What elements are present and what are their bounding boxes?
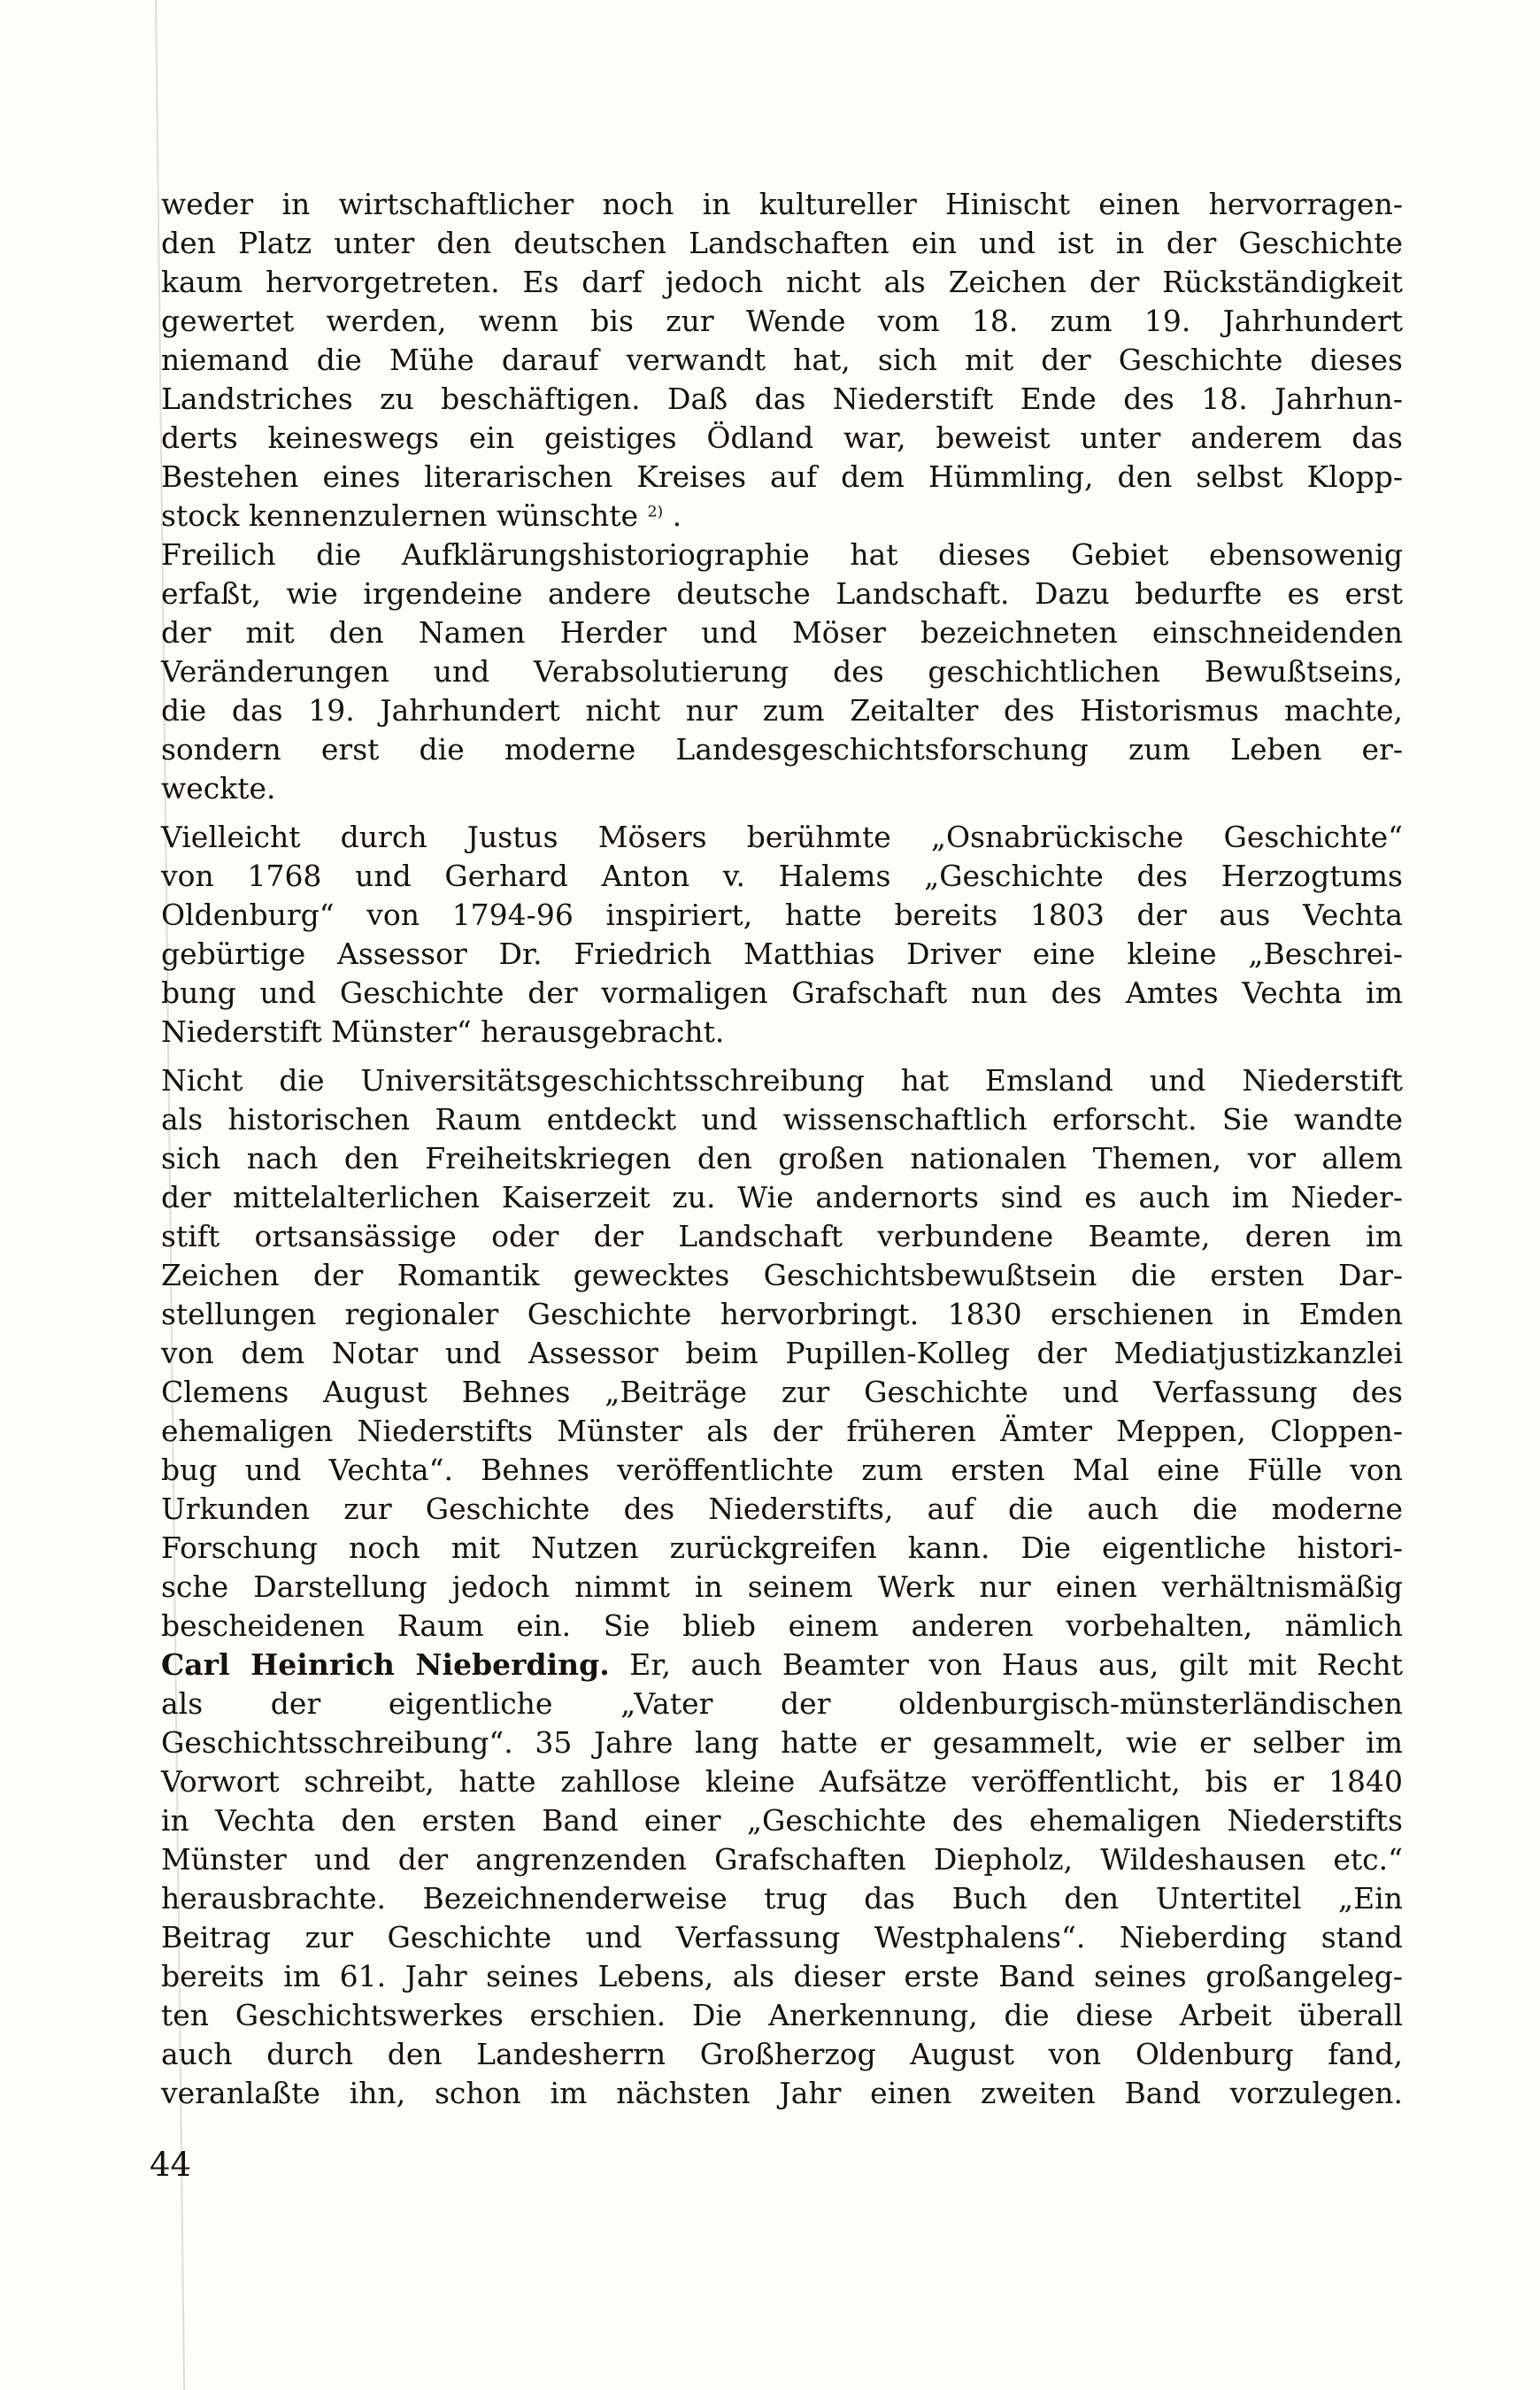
text-segment: stock kennenzulernen wünschte — [161, 498, 648, 533]
text-segment: Nicht die Universitätsgeschichtsschreibung hat Emsland und Niederstift — [161, 1063, 1403, 1098]
text-line — [161, 1568, 1403, 1607]
text-line — [161, 341, 1403, 380]
text-segment: stellungen regionaler Geschichte hervorbringt. 1830 erschienen in Emden — [161, 1297, 1403, 1331]
text-segment: kaum hervorgetreten. Es darf jedoch nicht als Zeichen der Rückständigkeit — [161, 265, 1403, 299]
text-line — [161, 1295, 1403, 1334]
text-line — [161, 419, 1403, 458]
text-segment: Er, auch Beamter von Haus aus, gilt mit Recht — [609, 1647, 1404, 1682]
text-segment: Urkunden zur Geschichte des Niederstifts, auf die auch die moderne — [161, 1492, 1403, 1526]
text-line — [161, 1957, 1403, 1996]
text-segment: Bestehen eines literarischen Kreises auf dem Hümmling, den selbst Klopp- — [161, 459, 1403, 494]
text-line — [161, 224, 1403, 263]
text-segment: ehemaligen Niederstifts Münster als der früheren Ämter Meppen, Cloppen- — [161, 1414, 1403, 1448]
text-segment: Clemens August Behnes „Beiträge zur Geschichte und Verfassung des — [161, 1375, 1403, 1409]
text-segment: veranlaßte ihn, schon im nächsten Jahr einen zweiten Band vorzulegen. — [161, 2076, 1403, 2110]
text-segment: weckte. — [161, 771, 276, 806]
text-line — [161, 536, 1403, 574]
text-segment: stift ortsansässige oder der Landschaft verbundene Beamte, deren im — [161, 1219, 1403, 1253]
text-segment: bung und Geschichte der vormaligen Grafschaft nun des Amtes Vechta im — [161, 975, 1403, 1010]
text-line — [161, 1178, 1403, 1217]
text-segment: weder in wirtschaftlicher noch in kultureller Hinischt einen hervorragen- — [161, 187, 1403, 221]
text-segment: Oldenburg“ von 1794-96 inspiriert, hatte bereits 1803 der aus Vechta — [161, 898, 1403, 932]
text-line — [161, 1451, 1403, 1490]
text-line — [161, 1412, 1403, 1451]
text-line — [161, 896, 1403, 935]
text-segment: den Platz unter den deutschen Landschaften ein und ist in der Geschichte — [161, 226, 1403, 260]
text-segment: Vielleicht durch Justus Mösers berühmte „Osnabrückische Geschichte“ — [161, 820, 1403, 854]
paragraph — [161, 185, 1403, 536]
bold-text: Carl Heinrich Nieberding. — [161, 1647, 610, 1682]
text-segment: als historischen Raum entdeckt und wissenschaftlich erforscht. Sie wandte — [161, 1102, 1403, 1137]
paragraph — [161, 818, 1403, 1052]
text-segment: herausbrachte. Bezeichnenderweise trug das Buch den Untertitel „Ein — [161, 1881, 1403, 1916]
text-line — [161, 1918, 1403, 1957]
text-line — [161, 613, 1403, 652]
text-line — [161, 1256, 1403, 1295]
text-line — [161, 1723, 1403, 1762]
paragraph — [161, 536, 1403, 808]
text-line — [161, 974, 1403, 1013]
text-segment: sich nach den Freiheitskriegen den großen nationalen Themen, vor allem — [161, 1141, 1403, 1176]
text-line — [161, 1646, 1403, 1685]
text-segment: bug und Vechta“. Behnes veröffentlichte zum ersten Mal eine Fülle von — [161, 1453, 1403, 1487]
text-line — [161, 1840, 1403, 1879]
footnote-marker: 2) — [647, 503, 664, 521]
text-line — [161, 1529, 1403, 1568]
text-segment: von 1768 und Gerhard Anton v. Halems „Geschichte des Herzogtums — [161, 859, 1403, 893]
text-line — [161, 1996, 1403, 2035]
text-segment: Zeichen der Romantik gewecktes Geschichtsbewußtsein die ersten Dar- — [161, 1258, 1403, 1292]
text-line — [161, 818, 1403, 857]
text-segment: gebürtige Assessor Dr. Friedrich Matthias Driver eine kleine „Beschrei- — [161, 937, 1403, 971]
text-line — [161, 574, 1403, 613]
text-line — [161, 1013, 1403, 1052]
text-line — [161, 1762, 1403, 1801]
text-segment: Vorwort schreibt, hatte zahllose kleine Aufsätze veröffentlicht, bis er 1840 — [161, 1764, 1403, 1799]
text-line — [161, 1490, 1403, 1529]
text-segment: Geschichtsschreibung“. 35 Jahre lang hatte er gesammelt, wie er selber im — [161, 1725, 1403, 1760]
text-segment: niemand die Mühe darauf verwandt hat, sich mit der Geschichte dieses — [161, 343, 1403, 377]
text-segment: sondern erst die moderne Landesgeschichtsforschung zum Leben er- — [161, 732, 1403, 767]
text-segment: Forschung noch mit Nutzen zurückgreifen kann. Die eigentliche histori- — [161, 1530, 1403, 1565]
text-segment: von dem Notar und Assessor beim Pupillen-Kolleg der Mediatjustizkanzlei — [161, 1336, 1403, 1370]
text-line — [161, 730, 1403, 769]
text-segment: erfaßt, wie irgendeine andere deutsche Landschaft. Dazu bedurfte es erst — [161, 576, 1403, 611]
page-number: 44 — [150, 2146, 192, 2184]
text-segment: gewertet werden, wenn bis zur Wende vom 18. zum 19. Jahrhundert — [161, 304, 1403, 338]
page-text — [161, 185, 1403, 2113]
text-segment: die das 19. Jahrhundert nicht nur zum Zeitalter des Historismus machte, — [161, 693, 1403, 728]
text-segment: auch durch den Landesherrn Großherzog August von Oldenburg fand, — [161, 2037, 1403, 2071]
text-line — [161, 1373, 1403, 1412]
text-line — [161, 652, 1403, 691]
text-segment: als der eigentliche „Vater der oldenburgisch-münsterländischen — [161, 1686, 1403, 1721]
text-line — [161, 1801, 1403, 1840]
text-segment: sche Darstellung jedoch nimmt in seinem Werk nur einen verhältnismäßig — [161, 1569, 1403, 1604]
text-line — [161, 691, 1403, 730]
text-line — [161, 2035, 1403, 2074]
text-segment: derts keineswegs ein geistiges Ödland war, beweist unter anderem das — [161, 420, 1403, 455]
text-line — [161, 497, 1403, 536]
text-segment: Niederstift Münster“ herausgebracht. — [161, 1014, 725, 1049]
text-line — [161, 380, 1403, 419]
text-segment: bereits im 61. Jahr seines Lebens, als dieser erste Band seines großangeleg- — [161, 1959, 1403, 1993]
paragraph — [161, 1061, 1403, 2113]
text-segment: Freilich die Aufklärungshistoriographie hat dieses Gebiet ebensowenig — [161, 537, 1403, 572]
text-line — [161, 1607, 1403, 1646]
text-line — [161, 1100, 1403, 1139]
text-segment: der mittelalterlichen Kaiserzeit zu. Wie andernorts sind es auch im Nieder- — [161, 1180, 1403, 1214]
text-segment: bescheidenen Raum ein. Sie blieb einem anderen vorbehalten, nämlich — [161, 1608, 1403, 1643]
text-line — [161, 1139, 1403, 1178]
text-segment: in Vechta den ersten Band einer „Geschichte des ehemaligen Niederstifts — [161, 1803, 1403, 1838]
text-line — [161, 263, 1403, 302]
text-segment: Landstriches zu beschäftigen. Daß das Niederstift Ende des 18. Jahrhun- — [161, 382, 1403, 416]
text-segment: ten Geschichtswerkes erschien. Die Anerkennung, die diese Arbeit überall — [161, 1998, 1403, 2032]
text-line — [161, 185, 1403, 224]
text-segment: Beitrag zur Geschichte und Verfassung Westphalens“. Nieberding stand — [161, 1920, 1403, 1954]
text-line — [161, 1334, 1403, 1373]
text-segment: Veränderungen und Verabsolutierung des geschichtlichen Bewußtseins, — [161, 654, 1403, 689]
text-line — [161, 769, 1403, 808]
text-line — [161, 2074, 1403, 2113]
text-line — [161, 1879, 1403, 1918]
text-line — [161, 1685, 1403, 1723]
text-line — [161, 1217, 1403, 1256]
text-line — [161, 458, 1403, 497]
text-segment: . — [663, 498, 682, 533]
text-segment: Münster und der angrenzenden Grafschaften Diepholz, Wildeshausen etc.“ — [161, 1842, 1403, 1877]
text-line — [161, 1061, 1403, 1100]
text-line — [161, 935, 1403, 974]
text-line — [161, 857, 1403, 896]
text-line — [161, 302, 1403, 341]
text-segment: der mit den Namen Herder und Möser bezeichneten einschneidenden — [161, 615, 1403, 650]
